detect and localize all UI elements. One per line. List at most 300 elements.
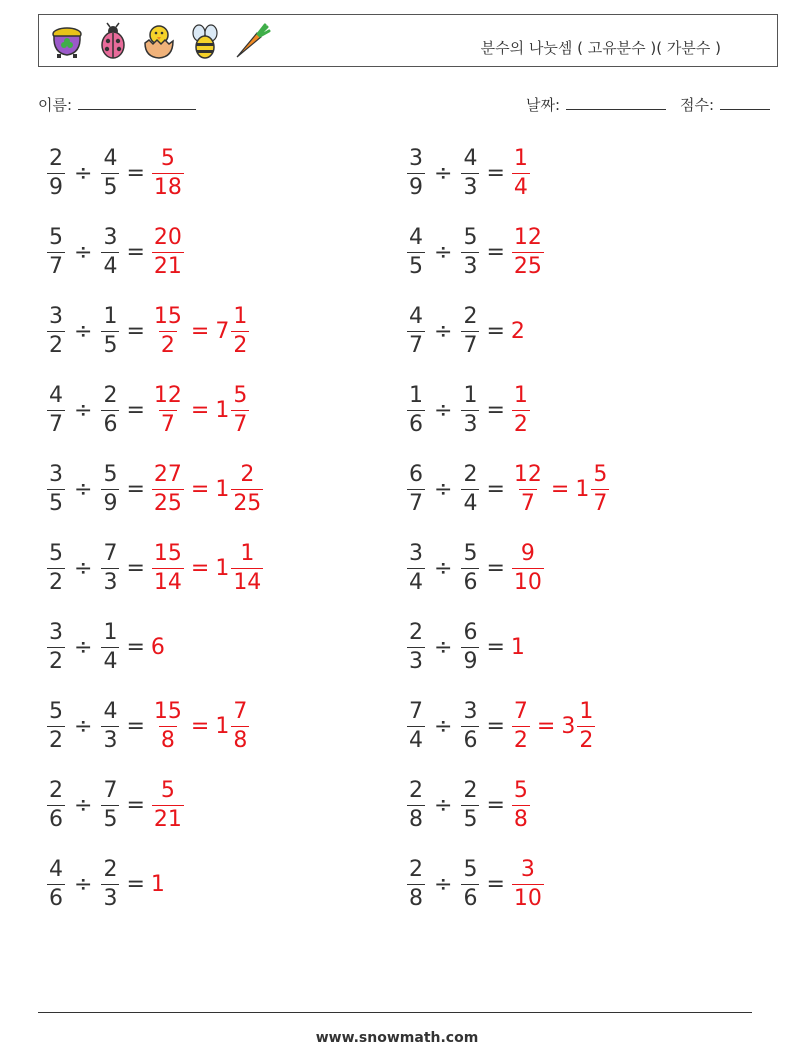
- denominator: 7: [160, 411, 175, 437]
- answer-fraction: [152, 461, 184, 516]
- answer-fraction: [152, 777, 184, 832]
- answer: [511, 635, 526, 660]
- numerator: 7: [513, 698, 528, 724]
- worksheet-title: 분수의 나눗셈 ( 고유분수 )( 가분수 ): [480, 39, 721, 57]
- equals-sign: =: [126, 476, 145, 502]
- divisor-fraction: [101, 540, 119, 595]
- answer: [151, 872, 166, 897]
- denominator: 7: [49, 411, 63, 437]
- mixed-fraction: [231, 382, 249, 437]
- answer-fraction: [512, 777, 530, 832]
- problem-item: [46, 776, 185, 834]
- answer-whole: 1: [510, 634, 525, 660]
- dividend-fraction: [47, 303, 65, 358]
- equals-sign: =: [486, 713, 505, 739]
- denominator: 7: [49, 253, 63, 279]
- answer-fraction: [152, 303, 184, 358]
- divisor-fraction: [101, 461, 119, 516]
- denominator: 7: [233, 411, 248, 437]
- problem-item: [46, 618, 166, 676]
- mixed-whole: 1: [215, 713, 230, 739]
- answer: [511, 382, 531, 437]
- problem-item: [406, 144, 531, 202]
- divide-sign: ÷: [434, 160, 453, 186]
- divisor-fraction: [461, 224, 479, 279]
- dividend-fraction: [47, 461, 65, 516]
- denominator: 9: [103, 490, 118, 516]
- equals-sign: =: [486, 397, 505, 423]
- answer-equals-sign: =: [550, 476, 570, 502]
- divisor-fraction: [101, 777, 119, 832]
- answer-fraction: [152, 382, 184, 437]
- score-line: [720, 94, 770, 110]
- problem-item: [406, 855, 545, 913]
- mixed-fraction: [577, 698, 595, 753]
- denominator: 6: [463, 727, 478, 753]
- numerator: 2: [409, 619, 423, 645]
- denominator: 7: [409, 332, 423, 358]
- denominator: 21: [153, 253, 182, 279]
- denominator: 14: [233, 569, 262, 595]
- answer: [151, 540, 264, 595]
- numerator: 1: [409, 382, 423, 408]
- denominator: 8: [409, 806, 423, 832]
- denominator: 4: [409, 727, 423, 753]
- divide-sign: ÷: [74, 555, 93, 581]
- answer: [511, 856, 545, 911]
- numerator: 1: [240, 540, 255, 566]
- dividend-fraction: [407, 777, 425, 832]
- answer-equals-sign: =: [190, 476, 210, 502]
- numerator: 15: [153, 540, 182, 566]
- equals-sign: =: [126, 318, 145, 344]
- problem-item: [406, 223, 545, 281]
- answer-fraction: [512, 698, 530, 753]
- dividend-fraction: [47, 145, 65, 200]
- numerator: 6: [463, 619, 478, 645]
- numerator: 1: [103, 303, 118, 329]
- denominator: 7: [463, 332, 478, 358]
- answer-fraction: [512, 461, 544, 516]
- divisor-fraction: [461, 540, 479, 595]
- equals-sign: =: [126, 634, 145, 660]
- divide-sign: ÷: [434, 871, 453, 897]
- footer-url: www.snowmath.com: [315, 1030, 479, 1046]
- divisor-fraction: [101, 303, 119, 358]
- answer: [511, 698, 596, 753]
- answer: [151, 382, 250, 437]
- divisor-fraction: [461, 777, 479, 832]
- numerator: 4: [103, 145, 118, 171]
- answer-fraction: [512, 856, 544, 911]
- divisor-fraction: [101, 145, 119, 200]
- answer: [511, 540, 545, 595]
- denominator: 4: [409, 569, 423, 595]
- name-line: [78, 94, 196, 110]
- equals-sign: =: [486, 871, 505, 897]
- bee-icon: [185, 21, 225, 61]
- numerator: 2: [240, 461, 255, 487]
- numerator: 5: [160, 145, 175, 171]
- problem-item: [406, 697, 596, 755]
- answer: [511, 145, 531, 200]
- dividend-fraction: [47, 856, 65, 911]
- equals-sign: =: [486, 555, 505, 581]
- denominator: 9: [409, 174, 423, 200]
- numerator: 7: [103, 540, 118, 566]
- numerator: 5: [233, 382, 248, 408]
- numerator: 4: [49, 856, 63, 882]
- header-box: [38, 14, 778, 67]
- dividend-fraction: [407, 856, 425, 911]
- equals-sign: =: [126, 160, 145, 186]
- denominator: 3: [463, 253, 478, 279]
- dividend-fraction: [407, 619, 425, 674]
- numerator: 6: [409, 461, 423, 487]
- dividend-fraction: [407, 382, 425, 437]
- dividend-fraction: [407, 145, 425, 200]
- denominator: 3: [463, 174, 478, 200]
- numerator: 1: [233, 303, 248, 329]
- numerator: 3: [49, 619, 63, 645]
- numerator: 2: [49, 777, 63, 803]
- denominator: 6: [463, 569, 478, 595]
- problem-item: [406, 381, 531, 439]
- divisor-fraction: [461, 698, 479, 753]
- problem-item: [406, 776, 531, 834]
- mixed-fraction: [231, 461, 263, 516]
- answer-fraction: [152, 224, 184, 279]
- denominator: 5: [49, 490, 63, 516]
- denominator: 8: [409, 885, 423, 911]
- denominator: 4: [103, 253, 118, 279]
- numerator: 3: [409, 145, 423, 171]
- denominator: 6: [49, 806, 63, 832]
- problem-item: [46, 223, 185, 281]
- numerator: 2: [409, 777, 423, 803]
- answer-equals-sign: =: [536, 713, 556, 739]
- numerator: 9: [520, 540, 535, 566]
- denominator: 9: [463, 648, 478, 674]
- dividend-fraction: [407, 224, 425, 279]
- denominator: 5: [103, 806, 118, 832]
- denominator: 3: [409, 648, 423, 674]
- numerator: 12: [153, 382, 182, 408]
- denominator: 2: [160, 332, 175, 358]
- mixed-whole: 1: [215, 397, 230, 423]
- chick-icon: [139, 21, 179, 61]
- answer-equals-sign: =: [190, 713, 210, 739]
- denominator: 2: [49, 332, 63, 358]
- answer-fraction: [152, 145, 184, 200]
- divisor-fraction: [461, 303, 479, 358]
- answer-fraction: [152, 540, 184, 595]
- numerator: 5: [49, 224, 63, 250]
- divisor-fraction: [461, 382, 479, 437]
- numerator: 27: [153, 461, 182, 487]
- denominator: 3: [103, 727, 118, 753]
- problem-item: [46, 855, 166, 913]
- numerator: 2: [103, 856, 118, 882]
- numerator: 4: [409, 303, 423, 329]
- answer-whole: 6: [150, 634, 165, 660]
- divisor-fraction: [101, 224, 119, 279]
- equals-sign: =: [486, 476, 505, 502]
- answer-equals-sign: =: [190, 397, 210, 423]
- divide-sign: ÷: [74, 239, 93, 265]
- answer-fraction: [512, 145, 530, 200]
- divisor-fraction: [461, 461, 479, 516]
- score-field: [680, 94, 770, 115]
- divide-sign: ÷: [434, 397, 453, 423]
- numerator: 5: [513, 777, 528, 803]
- numerator: 2: [49, 145, 63, 171]
- denominator: 9: [49, 174, 63, 200]
- dividend-fraction: [407, 461, 425, 516]
- equals-sign: =: [486, 634, 505, 660]
- problem-item: [406, 618, 526, 676]
- denominator: 10: [513, 569, 542, 595]
- divide-sign: ÷: [434, 555, 453, 581]
- dividend-fraction: [47, 382, 65, 437]
- numerator: 12: [513, 461, 542, 487]
- denominator: 2: [513, 411, 528, 437]
- denominator: 3: [103, 569, 118, 595]
- score-label: 점수:: [680, 96, 715, 114]
- denominator: 8: [160, 727, 175, 753]
- answer: [151, 224, 185, 279]
- answer-equals-sign: =: [190, 555, 210, 581]
- equals-sign: =: [126, 871, 145, 897]
- divide-sign: ÷: [74, 318, 93, 344]
- divide-sign: ÷: [434, 239, 453, 265]
- numerator: 2: [103, 382, 118, 408]
- dividend-fraction: [47, 619, 65, 674]
- numerator: 1: [579, 698, 594, 724]
- answer-fraction: [512, 540, 544, 595]
- mixed-fraction: [591, 461, 609, 516]
- date-label: 날짜:: [526, 96, 561, 114]
- dividend-fraction: [47, 698, 65, 753]
- numerator: 5: [49, 540, 63, 566]
- date-line: [566, 94, 666, 110]
- dividend-fraction: [47, 224, 65, 279]
- denominator: 7: [520, 490, 535, 516]
- denominator: 2: [49, 648, 63, 674]
- denominator: 3: [103, 885, 118, 911]
- divide-sign: ÷: [434, 318, 453, 344]
- dividend-fraction: [47, 540, 65, 595]
- numerator: 3: [463, 698, 478, 724]
- denominator: 25: [513, 253, 542, 279]
- name-label: 이름:: [38, 96, 73, 114]
- answer: [151, 303, 250, 358]
- divide-sign: ÷: [74, 397, 93, 423]
- numerator: 15: [153, 698, 182, 724]
- dividend-fraction: [47, 777, 65, 832]
- denominator: 4: [463, 490, 478, 516]
- divisor-fraction: [461, 145, 479, 200]
- numerator: 20: [153, 224, 182, 250]
- dividend-fraction: [407, 303, 425, 358]
- numerator: 5: [463, 856, 478, 882]
- dividend-fraction: [407, 698, 425, 753]
- answer: [151, 698, 250, 753]
- equals-sign: =: [486, 792, 505, 818]
- divide-sign: ÷: [74, 792, 93, 818]
- numerator: 2: [409, 856, 423, 882]
- answer: [511, 777, 531, 832]
- numerator: 3: [49, 461, 63, 487]
- answer-fraction: [512, 382, 530, 437]
- equals-sign: =: [126, 713, 145, 739]
- divide-sign: ÷: [74, 871, 93, 897]
- mixed-fraction: [231, 698, 249, 753]
- denominator: 25: [153, 490, 182, 516]
- numerator: 7: [409, 698, 423, 724]
- numerator: 7: [233, 698, 248, 724]
- denominator: 5: [103, 174, 118, 200]
- mixed-whole: 1: [575, 476, 590, 502]
- divisor-fraction: [461, 619, 479, 674]
- denominator: 6: [409, 411, 423, 437]
- denominator: 8: [233, 727, 248, 753]
- divisor-fraction: [101, 619, 119, 674]
- numerator: 5: [49, 698, 63, 724]
- divide-sign: ÷: [74, 713, 93, 739]
- denominator: 4: [513, 174, 528, 200]
- mixed-fraction: [231, 540, 263, 595]
- problem-item: [46, 381, 250, 439]
- problem-item: [46, 697, 250, 755]
- divisor-fraction: [101, 856, 119, 911]
- problem-item: [406, 460, 610, 518]
- divisor-fraction: [101, 382, 119, 437]
- numerator: 4: [103, 698, 118, 724]
- mixed-whole: 7: [215, 318, 230, 344]
- denominator: 2: [579, 727, 594, 753]
- numerator: 1: [463, 382, 478, 408]
- answer: [511, 319, 526, 344]
- numerator: 7: [103, 777, 118, 803]
- numerator: 5: [463, 224, 478, 250]
- equals-sign: =: [126, 792, 145, 818]
- numerator: 1: [103, 619, 118, 645]
- denominator: 4: [103, 648, 118, 674]
- carrot-icon: [231, 21, 271, 61]
- problem-item: [46, 460, 264, 518]
- answer-fraction: [152, 698, 184, 753]
- problem-item: [46, 302, 250, 360]
- denominator: 2: [49, 569, 63, 595]
- denominator: 7: [409, 490, 423, 516]
- date-field: [526, 94, 666, 115]
- numerator: 15: [153, 303, 182, 329]
- answer-fraction: [512, 224, 544, 279]
- denominator: 2: [49, 727, 63, 753]
- numerator: 5: [463, 540, 478, 566]
- equals-sign: =: [126, 239, 145, 265]
- numerator: 5: [593, 461, 608, 487]
- ladybug-icon: [93, 21, 133, 61]
- divide-sign: ÷: [74, 476, 93, 502]
- answer-whole: 2: [510, 318, 525, 344]
- footer-divider: [38, 1012, 752, 1013]
- answer-equals-sign: =: [190, 318, 210, 344]
- numerator: 3: [49, 303, 63, 329]
- numerator: 4: [463, 145, 478, 171]
- numerator: 5: [160, 777, 175, 803]
- answer: [151, 635, 166, 660]
- equals-sign: =: [486, 160, 505, 186]
- numerator: 5: [103, 461, 118, 487]
- equals-sign: =: [126, 555, 145, 581]
- answer: [511, 461, 610, 516]
- numerator: 1: [513, 145, 528, 171]
- numerator: 2: [463, 303, 478, 329]
- denominator: 7: [593, 490, 608, 516]
- divide-sign: ÷: [434, 476, 453, 502]
- divisor-fraction: [101, 698, 119, 753]
- mixed-whole: 3: [561, 713, 576, 739]
- denominator: 6: [103, 411, 118, 437]
- numerator: 2: [463, 777, 478, 803]
- denominator: 6: [49, 885, 63, 911]
- denominator: 8: [513, 806, 528, 832]
- denominator: 5: [463, 806, 478, 832]
- denominator: 6: [463, 885, 478, 911]
- denominator: 14: [153, 569, 182, 595]
- divisor-fraction: [461, 856, 479, 911]
- answer: [151, 777, 185, 832]
- answer: [151, 461, 264, 516]
- answer-whole: 1: [150, 871, 165, 897]
- equals-sign: =: [126, 397, 145, 423]
- divide-sign: ÷: [434, 634, 453, 660]
- denominator: 21: [153, 806, 182, 832]
- numerator: 3: [409, 540, 423, 566]
- denominator: 18: [153, 174, 182, 200]
- dividend-fraction: [407, 540, 425, 595]
- denominator: 10: [513, 885, 542, 911]
- header-icons: [47, 21, 271, 61]
- answer: [151, 145, 185, 200]
- divide-sign: ÷: [434, 713, 453, 739]
- numerator: 4: [409, 224, 423, 250]
- denominator: 2: [513, 727, 528, 753]
- problem-item: [406, 539, 545, 597]
- divide-sign: ÷: [74, 634, 93, 660]
- numerator: 1: [513, 382, 528, 408]
- equals-sign: =: [486, 318, 505, 344]
- problem-item: [46, 539, 264, 597]
- denominator: 5: [103, 332, 118, 358]
- denominator: 25: [233, 490, 262, 516]
- numerator: 4: [49, 382, 63, 408]
- mixed-whole: 1: [215, 476, 230, 502]
- denominator: 5: [409, 253, 423, 279]
- divide-sign: ÷: [434, 792, 453, 818]
- name-field: [38, 94, 196, 115]
- divide-sign: ÷: [74, 160, 93, 186]
- mixed-fraction: [231, 303, 249, 358]
- denominator: 3: [463, 411, 478, 437]
- numerator: 12: [513, 224, 542, 250]
- mixed-whole: 1: [215, 555, 230, 581]
- problem-item: [46, 144, 185, 202]
- denominator: 2: [233, 332, 248, 358]
- numerator: 3: [103, 224, 118, 250]
